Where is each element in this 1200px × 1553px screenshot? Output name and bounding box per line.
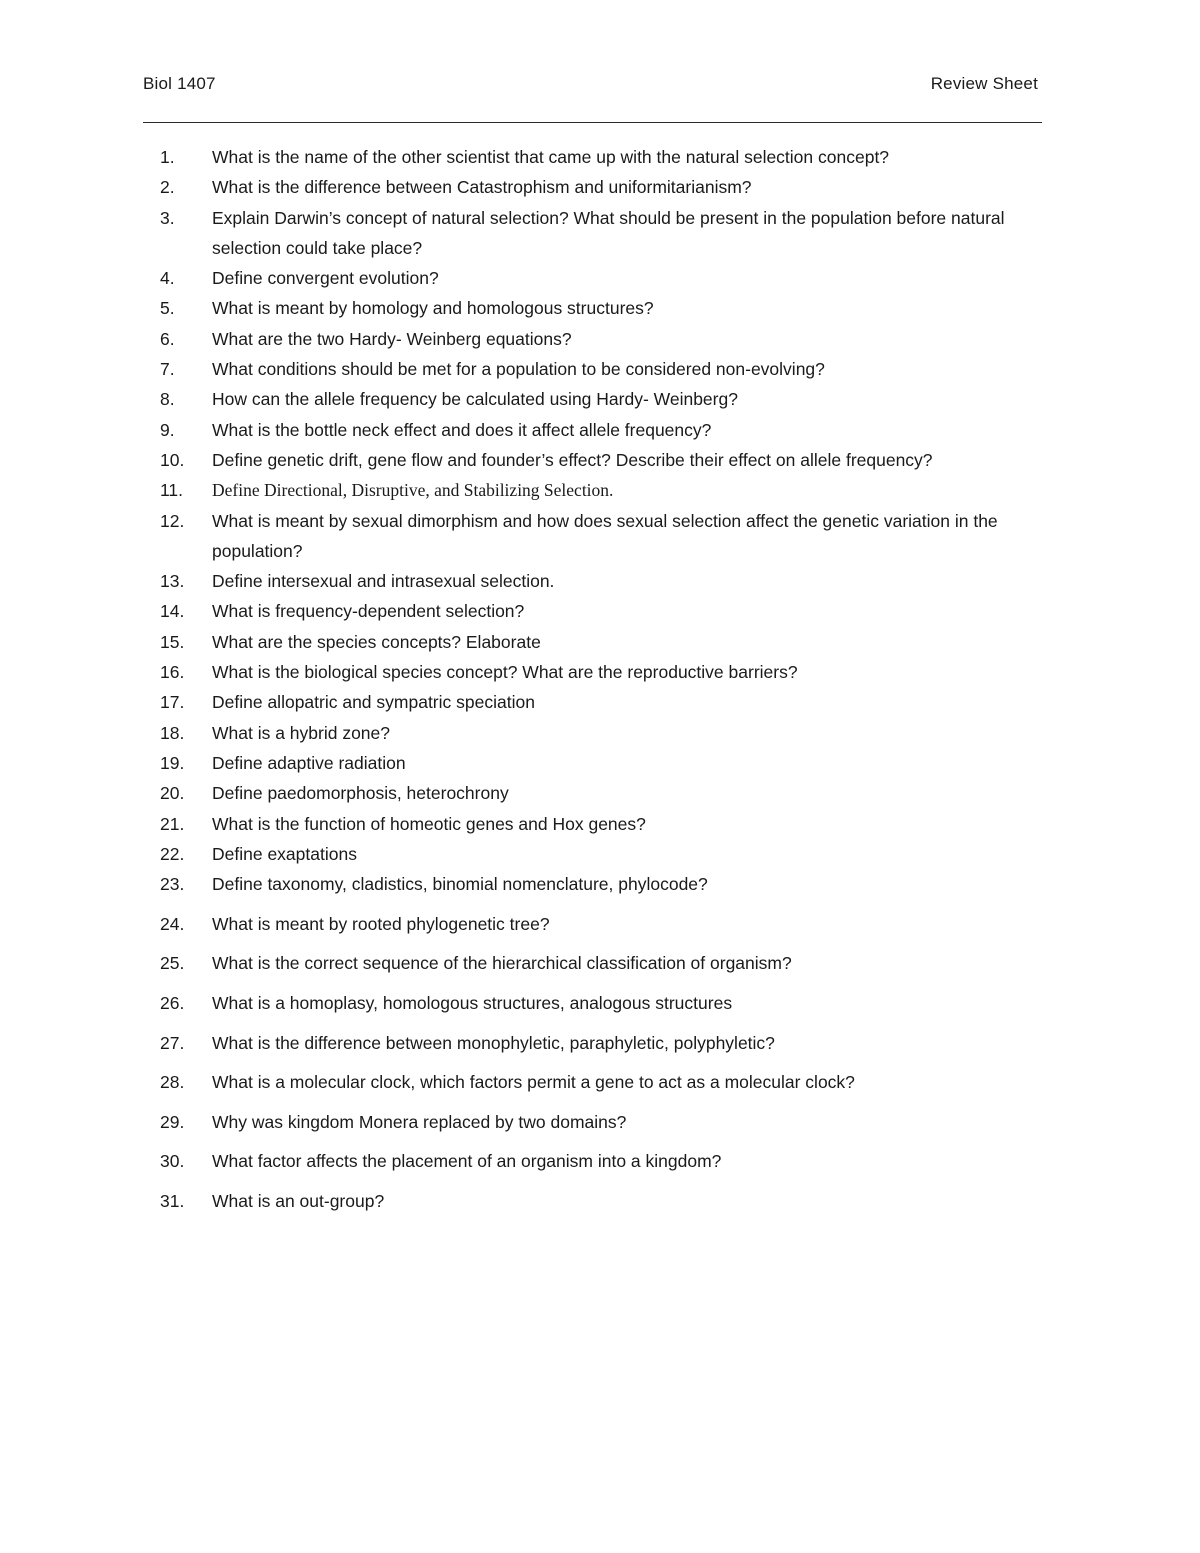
question-text: Define Directional, Disruptive, and Stabilizing Selection. — [212, 480, 614, 501]
question-item — [160, 596, 1060, 626]
question-item — [160, 415, 1060, 445]
question-number: 7. — [160, 359, 175, 380]
question-text: What is frequency-dependent selection? — [212, 601, 525, 622]
question-text: What is a molecular clock, which factors permit a gene to act as a molecular clock? — [212, 1072, 855, 1093]
question-number: 22. — [160, 843, 185, 864]
question-text: What is a homoplasy, homologous structures, analogous structures — [212, 992, 733, 1013]
question-number: 24. — [160, 913, 185, 934]
question-item — [160, 748, 1060, 778]
question-number: 10. — [160, 449, 185, 470]
question-number: 31. — [160, 1190, 185, 1211]
question-number: 26. — [160, 992, 185, 1013]
question-number: 18. — [160, 722, 185, 743]
question-item — [160, 778, 1060, 808]
question-number: 21. — [160, 813, 185, 834]
question-number: 16. — [160, 662, 185, 683]
course-code: Biol 1407 — [143, 74, 216, 93]
question-number: 30. — [160, 1151, 185, 1172]
question-text: Define paedomorphosis, heterochrony — [212, 783, 509, 804]
question-item — [160, 384, 1060, 414]
question-item — [160, 1067, 1060, 1097]
question-number: 1. — [160, 147, 175, 167]
question-item — [160, 627, 1060, 657]
question-item — [160, 1186, 1060, 1216]
question-item — [160, 988, 1060, 1018]
question-item — [160, 1028, 1060, 1058]
question-number: 6. — [160, 328, 175, 349]
question-text: What is meant by rooted phylogenetic tree? — [212, 913, 550, 934]
question-text: Why was kingdom Monera replaced by two domains? — [212, 1111, 627, 1132]
question-text: What is a hybrid zone? — [212, 722, 391, 743]
question-number: 9. — [160, 419, 175, 440]
question-text: What factor affects the placement of an organism into a kingdom? — [212, 1151, 722, 1172]
question-number: 28. — [160, 1072, 185, 1093]
question-number: 3. — [160, 207, 175, 228]
question-number: 27. — [160, 1032, 185, 1053]
question-number: 4. — [160, 268, 175, 289]
page-header — [143, 74, 1038, 98]
question-item — [160, 839, 1060, 869]
question-text: Define genetic drift, gene flow and founder’s effect? Describe their effect on allele frequency? — [212, 449, 933, 470]
question-number: 5. — [160, 298, 175, 319]
question-text: What is the difference between Catastrophism and uniformitarianism? — [212, 177, 752, 198]
question-item — [160, 657, 1060, 687]
question-text: What is the biological species concept? What are the reproductive barriers? — [212, 662, 798, 683]
question-text: What is the bottle neck effect and does it affect allele frequency? — [212, 419, 712, 440]
question-number: 23. — [160, 874, 185, 895]
question-text: What is the correct sequence of the hierarchical classification of organism? — [212, 953, 792, 974]
question-text: Define exaptations — [212, 843, 357, 864]
question-number: 25. — [160, 953, 185, 974]
question-item — [160, 566, 1060, 596]
question-number: 8. — [160, 389, 175, 410]
question-item — [160, 718, 1060, 748]
question-item — [160, 445, 1060, 475]
question-text: Define taxonomy, cladistics, binomial nomenclature, phylocode? — [212, 874, 708, 895]
question-number: 29. — [160, 1111, 185, 1132]
question-text: What is meant by sexual dimorphism and how does sexual selection affect the genetic variation in the population? — [212, 510, 998, 561]
question-text: What is the difference between monophyletic, paraphyletic, polyphyletic? — [212, 1032, 775, 1053]
question-item — [160, 1146, 1060, 1176]
question-number: 13. — [160, 571, 185, 592]
question-number: 11. — [160, 480, 184, 501]
question-text: What conditions should be met for a population to be considered non-evolving? — [212, 359, 825, 380]
question-text: How can the allele frequency be calculated using Hardy- Weinberg? — [212, 389, 738, 410]
question-item — [160, 354, 1060, 384]
question-number: 14. — [160, 601, 185, 622]
document-title: Review Sheet — [930, 74, 1038, 93]
question-item — [160, 687, 1060, 717]
question-text: What is an out-group? — [212, 1190, 385, 1211]
question-text: Define allopatric and sympatric speciation — [212, 692, 535, 713]
question-number: 19. — [160, 752, 185, 773]
question-item — [160, 324, 1060, 354]
question-item — [160, 172, 1060, 202]
question-text: Define intersexual and intrasexual selection. — [212, 571, 555, 592]
question-text: Define convergent evolution? — [212, 268, 439, 289]
question-text: What are the species concepts? Elaborate — [212, 631, 541, 652]
question-item — [160, 948, 1060, 978]
question-item — [160, 909, 1060, 939]
question-text: Explain Darwin’s concept of natural selection? What should be present in the population before natural selection could take place? — [212, 207, 1005, 258]
question-number: 20. — [160, 783, 185, 804]
question-item — [160, 506, 1060, 567]
question-item — [160, 293, 1060, 323]
question-item — [160, 809, 1060, 839]
question-number: 15. — [160, 631, 185, 652]
question-text: What is the name of the other scientist that came up with the natural selection concept? — [212, 147, 890, 167]
question-number: 12. — [160, 510, 185, 531]
header-divider — [143, 122, 1042, 123]
question-text: Define adaptive radiation — [212, 752, 406, 773]
question-item — [160, 142, 1060, 172]
question-item — [160, 1107, 1060, 1137]
question-text: What is meant by homology and homologous structures? — [212, 298, 654, 319]
question-item — [160, 869, 1060, 899]
question-text: What is the function of homeotic genes and Hox genes? — [212, 813, 646, 834]
question-text: What are the two Hardy- Weinberg equations? — [212, 328, 572, 349]
question-number: 17. — [160, 692, 185, 713]
question-list — [160, 142, 1060, 1216]
question-number: 2. — [160, 177, 175, 198]
question-item — [160, 263, 1060, 293]
question-item — [160, 475, 1060, 505]
question-item — [160, 203, 1060, 264]
